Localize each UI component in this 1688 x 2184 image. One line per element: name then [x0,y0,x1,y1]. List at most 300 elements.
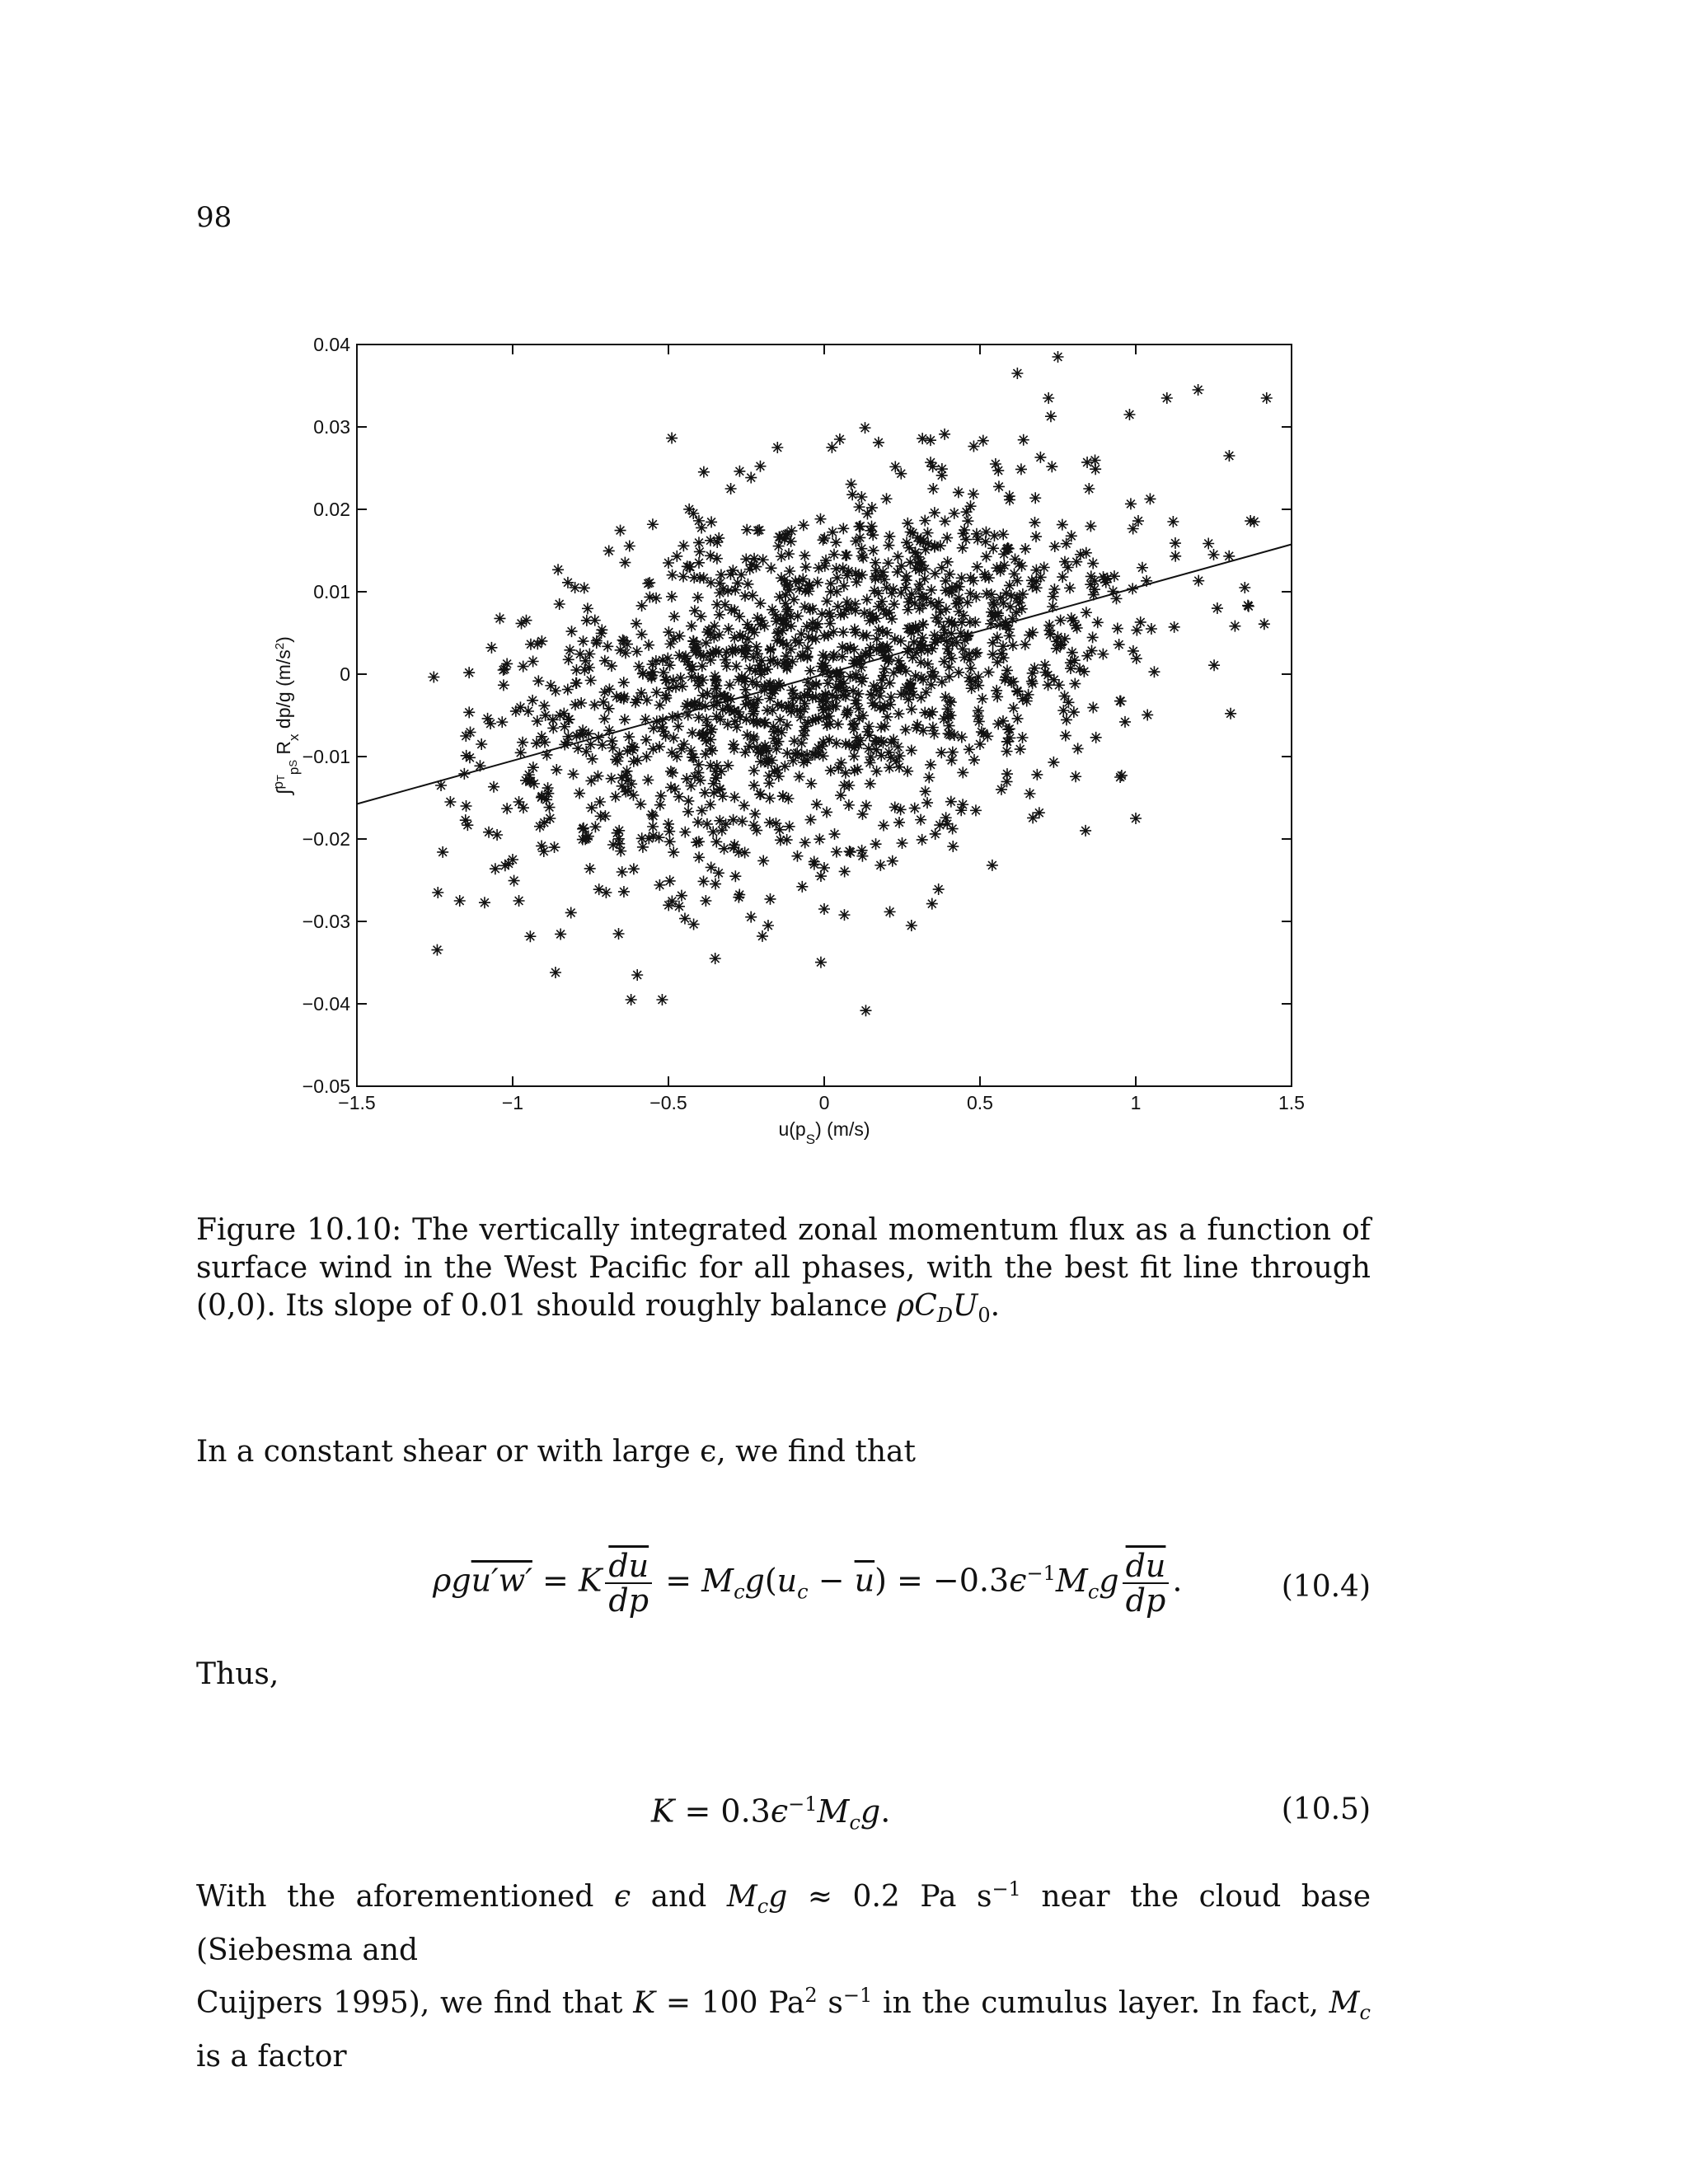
data-point [595,810,607,822]
data-point [987,637,999,649]
data-point [606,660,617,672]
data-point [1031,769,1043,780]
data-point [1001,588,1012,599]
data-point [968,754,980,766]
data-point [599,655,611,667]
data-point [796,881,808,893]
data-point [513,895,525,907]
data-point [947,823,959,835]
data-point [819,560,831,572]
data-point [1067,647,1078,658]
data-point [1045,410,1057,422]
data-point [479,897,490,908]
data-point [1125,498,1137,509]
data-point [654,799,666,811]
data-point [754,598,766,609]
data-point [729,870,741,882]
data-point [667,569,678,581]
data-point [1146,623,1157,635]
data-point [713,867,724,879]
data-point [663,557,674,569]
data-point [725,483,737,494]
y-tick-label: −0.05 [302,1076,350,1097]
data-point [826,442,837,453]
data-point [738,799,750,811]
data-point [923,771,935,783]
data-point [610,791,621,803]
data-point [905,527,917,538]
data-point [741,524,753,536]
y-tick-label: 0.04 [313,334,350,355]
equation-number-10-4: (10.4) [1281,1570,1371,1604]
data-point [647,743,659,755]
data-point [564,644,575,656]
data-point [536,635,547,647]
data-point [582,602,593,614]
data-point [1057,519,1068,531]
data-point [757,855,769,866]
data-point [789,735,800,747]
data-point [810,714,822,725]
data-point [693,836,705,847]
data-point [953,486,964,498]
data-point [889,461,901,472]
data-point [920,785,931,797]
data-point [524,930,536,942]
data-point [866,521,878,532]
data-point [1229,621,1240,632]
data-point [945,796,957,808]
data-point [635,799,646,810]
data-point [849,765,860,776]
data-point [917,834,928,846]
data-point [861,594,873,606]
data-point [895,468,907,480]
data-point [856,851,868,862]
data-point [598,713,610,724]
data-point [574,649,586,660]
data-point [516,617,528,629]
data-point [748,819,760,831]
data-point [856,491,867,503]
data-point [844,671,856,682]
data-point [983,667,995,678]
data-point [1030,531,1042,542]
data-point [947,747,959,758]
data-point [799,837,811,848]
data-point [574,788,585,799]
figure-caption [196,1212,1371,1334]
data-point [752,525,763,537]
data-point [1087,558,1099,569]
data-point [939,515,950,527]
data-point [631,618,642,630]
data-point [818,903,830,915]
data-point [733,674,744,686]
data-point [675,673,687,684]
data-point [488,781,499,793]
data-point [1083,483,1095,494]
data-point [893,708,904,719]
data-point [1023,689,1034,701]
data-point [692,817,704,828]
data-point [476,738,487,750]
data-point [710,644,722,656]
data-point [781,719,793,731]
data-point [498,679,509,691]
data-point [771,442,783,453]
data-point [1065,663,1076,674]
data-point [921,797,933,808]
x-tick-label: 0 [818,1092,830,1113]
data-point [996,784,1007,795]
data-point [737,816,748,827]
data-point [821,806,832,818]
data-point [850,536,861,547]
data-point [542,782,554,794]
paragraph-thus: Thus, [196,1657,279,1691]
data-point [748,765,760,776]
data-point [811,799,823,810]
data-point [883,557,894,569]
data-point [799,550,810,561]
data-point [460,814,471,826]
data-point [603,703,615,715]
data-point [1015,743,1026,755]
data-point [656,994,668,1005]
y-axis-label: ∫$^{pT}_{pS}$ $R_x$ dp/g $(m/s^2)$ [270,636,302,794]
data-point [706,861,717,873]
data-point [968,488,979,499]
data-point [973,671,984,682]
data-point [606,773,617,785]
data-point [668,846,679,858]
data-point [549,841,560,853]
x-tick-label: 1 [1130,1092,1142,1113]
paragraph-2 [196,1867,1371,2079]
data-point [662,653,673,664]
data-point [807,603,818,615]
data-point [871,633,883,644]
data-point [624,540,635,551]
data-point [1092,616,1104,628]
data-point [626,994,637,1005]
data-point [917,433,928,444]
data-point [870,571,881,583]
data-point [812,577,823,588]
data-point [1087,702,1099,714]
data-point [766,562,777,574]
data-point [462,819,473,831]
data-point [915,814,926,826]
data-point [663,626,674,638]
data-point [1148,666,1160,677]
scatter-points [428,351,1272,1016]
data-point [1114,639,1125,650]
data-point [552,564,564,575]
data-point [745,912,757,923]
data-point [941,532,953,544]
data-point [940,812,952,823]
data-point [551,764,562,776]
data-point [881,493,893,504]
data-point [658,667,669,678]
data-point [1081,607,1092,618]
data-point [837,523,849,534]
y-tick-label: −0.02 [302,828,350,850]
data-point [828,649,840,661]
data-point [929,507,940,518]
data-point [642,774,654,785]
data-point [1072,743,1084,754]
data-point [1090,732,1102,743]
data-point [711,599,723,611]
data-point [678,540,689,551]
data-point [1203,538,1214,550]
data-point [437,846,448,858]
data-point [623,731,635,743]
data-point [973,715,985,727]
data-point [673,720,684,732]
data-point [562,684,574,696]
data-point [825,765,837,776]
data-point [1212,602,1223,614]
y-tick-label: −0.04 [302,993,350,1015]
x-tick-label: −1.5 [338,1092,376,1113]
data-point [773,541,785,552]
data-point [1043,392,1054,404]
x-axis-label: $u(p_S)$ (m/s) [778,1118,870,1147]
data-point [568,768,579,780]
data-point [859,607,870,619]
data-point [664,836,676,847]
data-point [981,588,992,600]
data-point [815,957,827,968]
data-point [1167,516,1179,527]
data-point [749,808,761,820]
data-point [992,657,1003,668]
data-point [636,832,648,844]
data-point [1259,618,1270,630]
data-point [909,803,921,814]
data-point [835,790,846,801]
y-tick-label: 0.02 [313,499,350,520]
data-point [764,893,776,905]
data-point [1046,461,1057,472]
data-point [698,875,710,887]
data-point [1011,368,1023,379]
data-point [776,727,787,738]
data-point [977,693,988,705]
data-point [693,851,705,863]
data-point [903,604,914,616]
data-point [671,551,682,562]
data-point [860,422,871,434]
data-point [637,841,649,853]
data-point [485,718,496,729]
data-point [1087,631,1099,643]
data-point [1086,645,1098,657]
data-point [706,577,717,588]
data-point [871,766,883,777]
data-point [585,775,597,786]
data-point [987,860,998,871]
data-point [1027,812,1039,823]
data-point [884,531,895,542]
data-point [969,616,981,628]
data-point [1048,757,1059,768]
data-point [693,712,705,724]
data-point [491,829,503,841]
data-point [1029,663,1040,674]
data-point [454,895,466,907]
data-point [734,889,745,901]
data-point [724,679,735,691]
data-point [1130,813,1142,824]
data-point [915,657,926,668]
data-point [805,778,817,790]
data-point [1057,705,1069,716]
data-point [946,754,958,766]
data-point [889,801,901,813]
data-point [968,441,979,452]
data-point [696,805,708,817]
data-point [723,623,734,635]
data-point [678,571,689,583]
data-point [618,886,630,898]
data-point [1243,601,1254,612]
data-point [1018,434,1029,446]
data-point [705,799,716,810]
data-point [579,582,590,593]
data-point [829,828,841,840]
data-point [585,675,597,687]
data-point [800,561,812,573]
data-point [1008,702,1020,714]
data-point [846,479,857,490]
data-point [745,472,757,484]
data-point [776,551,787,562]
data-point [956,616,968,628]
data-point [832,601,844,612]
data-point [843,799,855,811]
y-tick-label: 0.01 [313,581,350,602]
data-point [617,780,628,792]
data-point [565,907,577,918]
data-point [1119,716,1131,728]
data-point [651,687,663,698]
data-point [870,838,882,850]
data-point [1170,537,1181,549]
data-point [1064,582,1076,593]
data-point [663,826,675,837]
y-tick-label: 0.03 [313,416,350,438]
data-point [664,875,676,887]
data-point [796,738,808,749]
data-point [518,661,529,673]
data-point [587,753,598,765]
data-point [729,791,740,803]
data-point [673,901,685,912]
equation-10-5: $K = 0.3\epsilon^{-1}M_cg$. [651,1793,891,1835]
data-point [914,579,926,590]
data-point [864,615,875,626]
data-point [705,760,716,771]
data-point [814,513,826,525]
paragraph-1: In a constant shear or with large ϵ, we find that [196,1435,916,1469]
data-point [701,818,713,830]
data-point [850,739,861,751]
data-point [1080,825,1091,837]
data-point [709,621,720,632]
data-point [849,624,860,635]
data-point [532,715,543,727]
data-point [804,814,816,826]
data-point [461,800,472,812]
data-point [618,693,630,705]
data-point [679,827,691,838]
data-point [838,909,850,921]
data-point [593,883,605,895]
data-point [926,898,938,910]
data-point [614,748,626,760]
data-point [919,563,931,574]
data-point [970,804,982,816]
data-point [956,731,968,743]
data-point [774,591,785,602]
x-tick-label: −1 [501,1092,524,1113]
data-point [992,691,1003,702]
data-point [1061,714,1072,725]
data-point [944,671,955,682]
data-point [893,817,905,828]
data-point [1223,450,1235,462]
data-point [927,483,939,494]
data-point [598,696,609,708]
data-point [832,762,844,774]
data-point [706,516,717,527]
data-point [666,895,678,907]
data-point [830,537,842,548]
caption-text: Figure 10.10: The vertically integrated zonal momentum flux as a function of surface wind in the West Pacific for all phases, with the best fit line through (0,0). Its slope of 0.01 should roughly balance $\rho C_DU_0$. [196,1213,1371,1328]
data-point [853,569,865,581]
data-point [927,722,939,733]
data-point [618,677,630,688]
equation-10-4: ρgu′w′ = K $\frac{\overline{du}}{dp}$ = $M_cg(u_c - \overline{u}) = -0.3\epsilon^{-1}M_cg$ $\frac{\overline{du}}{dp}$ . [433,1548,1183,1619]
data-point [1053,351,1064,363]
data-point [584,863,596,874]
data-point [431,944,443,956]
data-point [527,695,538,706]
data-point [1239,582,1250,593]
data-point [854,501,865,513]
data-point [613,838,625,850]
data-point [666,591,678,602]
data-point [717,583,729,595]
data-point [710,953,721,964]
data-point [997,528,1009,540]
data-point [978,435,989,447]
data-point [1169,621,1180,633]
data-point [988,599,1000,611]
data-point [900,724,912,735]
data-point [825,611,837,622]
data-point [586,802,598,813]
data-point [935,747,947,758]
data-point [1085,520,1096,532]
data-point [883,540,894,551]
data-point [615,525,626,537]
